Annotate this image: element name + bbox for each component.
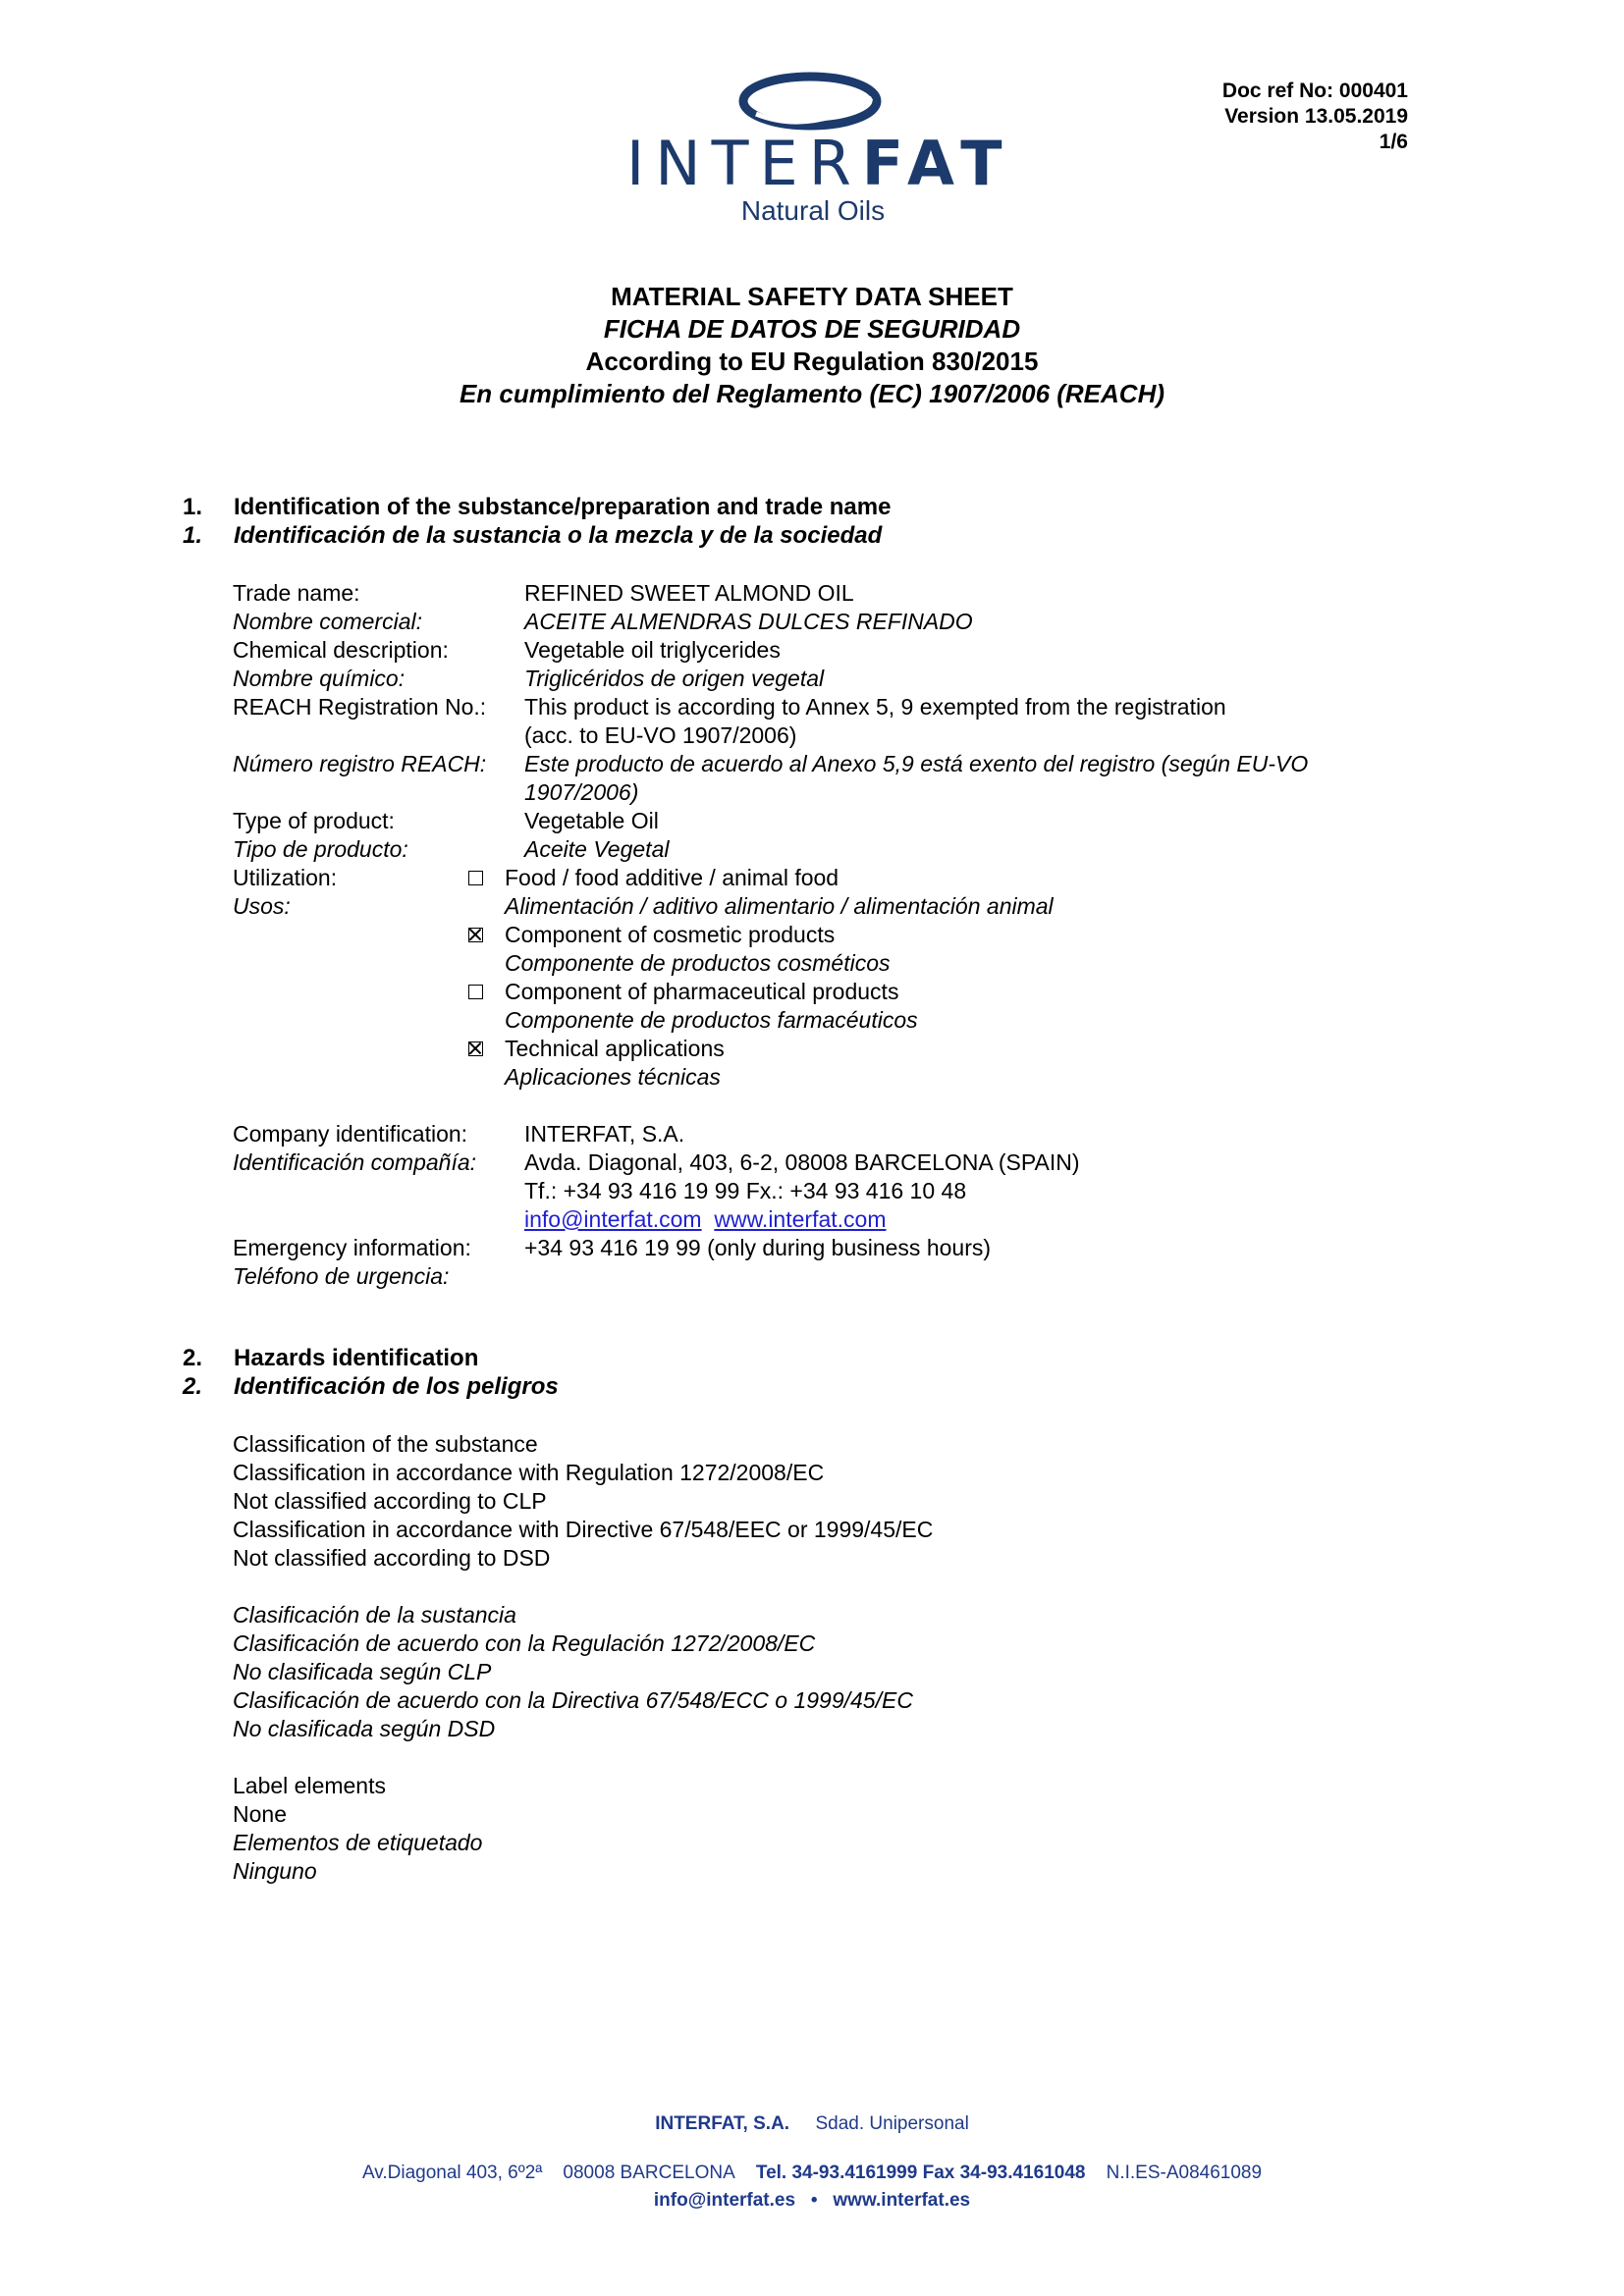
logo-word-light: INTER [626,128,862,199]
footer-tel-fax: Tel. 34-93.4161999 Fax 34-93.4161048 [755,2163,1086,2183]
document-reference [1222,79,1408,155]
section-number: 2. [183,1345,203,1371]
use-label: Alimentación / aditivo alimentario / alimentación animal [505,893,1054,919]
logo-subtitle: Natural Oils [740,195,886,226]
field-value: Vegetable oil triglycerides [524,637,781,663]
use-label: Food / food additive / animal food [505,865,839,890]
field-value: +34 93 416 19 99 (only during business hours) [524,1235,992,1260]
footer-web[interactable]: www.interfat.es [833,2190,971,2211]
field-label: Identificación compañía: [233,1149,477,1175]
hazard-line: Not classified according to CLP [233,1488,547,1514]
checkbox-checked-icon [468,928,483,942]
page-footer [0,2110,1624,2215]
footer-city: 08008 BARCELONA [563,2163,735,2183]
field-label: Tipo de producto: [233,836,408,862]
field-value: (acc. to EU-VO 1907/2006) [524,722,797,748]
regulation-en: According to EU Regulation 830/2015 [585,347,1039,376]
section-title: Identificación de los peligros [234,1373,559,1400]
use-label: Aplicaciones técnicas [505,1064,721,1090]
footer-company: INTERFAT, S.A. [655,2113,790,2134]
document-titles [0,281,1624,410]
field-label: REACH Registration No.: [233,694,487,720]
elementos-etiquetado-value: Ninguno [233,1858,317,1884]
field-value: Este producto de acuerdo al Anexo 5,9 está exento del registro (según EU-VO [524,751,1309,776]
field-value: Aceite Vegetal [524,836,670,862]
checkbox-unchecked-icon [468,985,483,999]
footer-bullet: • [810,2190,818,2211]
regulation-es: En cumplimiento del Reglamento (EC) 1907/2006 (REACH) [459,379,1165,408]
field-label: Número registro REACH: [233,751,487,776]
footer-address-line [0,2160,1624,2187]
logo-wordmark [626,128,1013,199]
field-value: Triglicéridos de origen vegetal [524,666,825,691]
field-label: Usos: [233,893,291,919]
company-phones: Tf.: +34 93 416 19 99 Fx.: +34 93 416 10 48 [524,1178,967,1203]
use-label: Componente de productos farmacéuticos [505,1007,918,1033]
checkbox-unchecked-icon [468,871,483,885]
checkbox-checked-icon [468,1041,483,1056]
email-link[interactable]: info@interfat.com [524,1206,702,1232]
field-label: Company identification: [233,1121,468,1147]
footer-email[interactable]: info@interfat.es [653,2190,796,2211]
label-elements-heading: Label elements [233,1773,386,1798]
field-value: ACEITE ALMENDRAS DULCES REFINADO [524,609,973,634]
company-logo [626,71,1013,238]
company-address: Avda. Diagonal, 403, 6-2, 08008 BARCELONA (SPAIN) [524,1149,1080,1175]
field-label: Trade name: [233,580,360,606]
hazard-line: Classification in accordance with Directive 67/548/EEC or 1999/45/EC [233,1517,934,1542]
field-label: Utilization: [233,865,338,890]
footer-company-type: Sdad. Unipersonal [815,2113,969,2134]
logo-word-heavy: FAT [861,128,1013,199]
footer-nif: N.I.ES-A08461089 [1106,2163,1263,2183]
section-2-heading-es [183,1372,1066,1402]
section-title: Identificación de la sustancia o la mezcla y de la sociedad [234,522,883,549]
logo-ellipse-icon [736,71,884,132]
page-number: 1/6 [1379,131,1408,153]
use-label: Component of pharmaceutical products [505,979,899,1004]
section-title: Hazards identification [234,1345,479,1371]
title-es: FICHA DE DATOS DE SEGURIDAD [603,314,1021,344]
section-number: 2. [183,1373,203,1400]
field-label: Type of product: [233,808,395,833]
website-link[interactable]: www.interfat.com [714,1206,887,1232]
hazard-line: Classification of the substance [233,1431,538,1457]
label-elements-value: None [233,1801,287,1827]
hazard-line-es: Clasificación de la sustancia [233,1602,516,1628]
field-value: 1907/2006) [524,779,639,805]
field-value: This product is according to Annex 5, 9 exempted from the registration [524,694,1226,720]
field-label: Nombre químico: [233,666,406,691]
use-label: Componente de productos cosméticos [505,950,891,976]
section-2-heading-en [183,1344,1066,1373]
footer-contact-line [0,2187,1624,2215]
hazard-line: Classification in accordance with Regulation 1272/2008/EC [233,1460,825,1485]
section-title: Identification of the substance/preparation and trade name [234,494,892,520]
field-value: INTERFAT, S.A. [524,1121,685,1147]
doc-version: Version 13.05.2019 [1224,105,1408,128]
hazard-line-es: No clasificada según CLP [233,1659,492,1684]
title-en: MATERIAL SAFETY DATA SHEET [611,282,1013,311]
hazard-line-es: No clasificada según DSD [233,1716,496,1741]
doc-ref-number: Doc ref No: 000401 [1221,80,1408,102]
field-value: Vegetable Oil [524,808,659,833]
section-number: 1. [183,494,203,520]
section-1-heading-en [183,493,1066,522]
field-label: Emergency information: [233,1235,471,1260]
section-1-heading-es [183,521,1066,551]
hazard-line-es: Clasificación de acuerdo con la Directiva 67/548/ECC o 1999/45/EC [233,1687,913,1713]
hazard-line-es: Clasificación de acuerdo con la Regulación 1272/2008/EC [233,1630,816,1656]
use-label: Component of cosmetic products [505,922,836,947]
use-label: Technical applications [505,1036,725,1061]
field-label: Nombre comercial: [233,609,422,634]
section-number: 1. [183,522,203,549]
hazard-line: Not classified according to DSD [233,1545,551,1571]
elementos-etiquetado-heading: Elementos de etiquetado [233,1830,483,1855]
field-value: REFINED SWEET ALMOND OIL [524,580,854,606]
field-label: Teléfono de urgencia: [233,1263,450,1289]
field-label: Chemical description: [233,637,449,663]
footer-address: Av.Diagonal 403, 6º2ª [361,2163,543,2183]
footer-company-line [0,2110,1624,2138]
